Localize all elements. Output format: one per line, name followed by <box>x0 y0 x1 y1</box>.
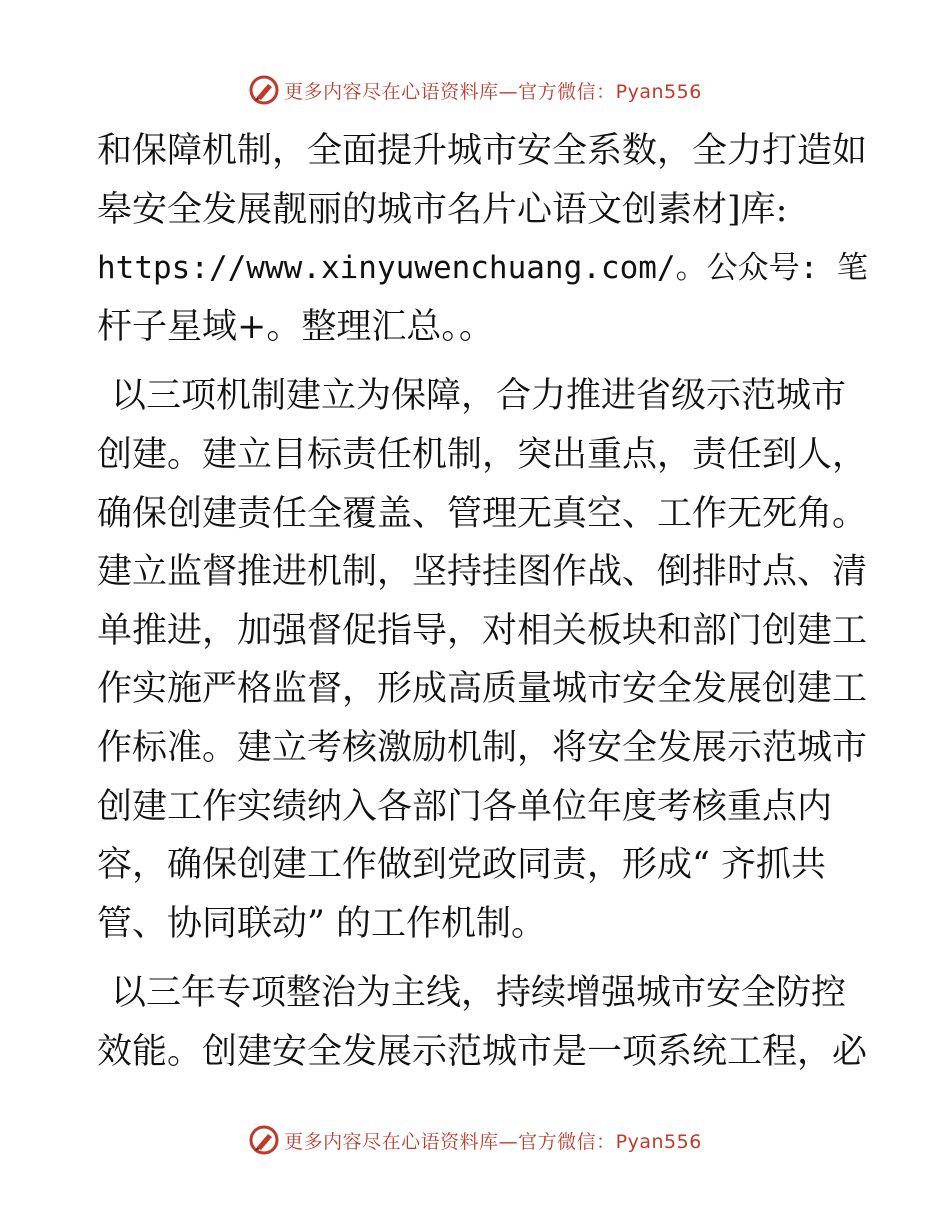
text-line: 作标准。建立考核激励机制，将安全发展示范城市 <box>97 727 868 768</box>
banner-site-name: 更多内容尽在心语资料库 <box>284 80 499 103</box>
footer-banner <box>0 1122 950 1158</box>
text-line: 管、协同联动” 的工作机制。 <box>97 903 547 944</box>
document-body <box>97 122 868 1093</box>
text-line: 创建。建立目标责任机制，突出重点，责任到人， <box>97 434 868 475</box>
paragraph-2 <box>97 367 868 953</box>
banner-dash: — <box>498 80 519 103</box>
banner-text <box>284 1127 702 1154</box>
text-line: 确保创建责任全覆盖、管理无真空、工作无死角。 <box>97 493 868 534</box>
banner-dash: — <box>498 1130 519 1153</box>
text-line: 皋安全发展靓丽的城市名片心语文创素材]库: <box>97 189 788 230</box>
text-line: 创建工作实绩纳入各部门各单位年度考核重点内 <box>97 786 833 827</box>
text-line: 以三年专项整治为主线，持续增强城市安全防控 <box>111 973 847 1014</box>
header-banner <box>0 72 950 108</box>
text-line: 单推进，加强督促指导，对相关板块和部门创建工 <box>97 610 868 651</box>
banner-wechat: 官方微信：Pyan556 <box>518 80 702 103</box>
banner-text <box>284 77 702 104</box>
banner-wechat: 官方微信：Pyan556 <box>518 1130 702 1153</box>
text-line: 容，确保创建工作做到党政同责，形成“ 齐抓共 <box>97 845 827 886</box>
paragraph-3 <box>97 964 868 1081</box>
text-line: 效能。创建安全发展示范城市是一项系统工程，必 <box>97 1031 868 1072</box>
pen-circle-logo-icon <box>248 1124 280 1156</box>
text-line: 以三项机制建立为保障，合力推进省级示范城市 <box>111 376 847 417</box>
text-line: 和保障机制，全面提升城市安全系数，全力打造如 <box>97 131 868 171</box>
text-line-url: https://www.xinyuwenchuang.com/。公众号: 笔 <box>97 250 868 287</box>
paragraph-1 <box>97 122 868 356</box>
text-line: 建立监督推进机制，坚持挂图作战、倒排时点、清 <box>97 552 868 593</box>
text-line: 杆子星域+。整理汇总。。 <box>97 306 494 347</box>
banner-site-name: 更多内容尽在心语资料库 <box>284 1130 499 1153</box>
text-line: 作实施严格监督，形成高质量城市安全发展创建工 <box>97 669 868 710</box>
pen-circle-logo-icon <box>248 74 280 106</box>
